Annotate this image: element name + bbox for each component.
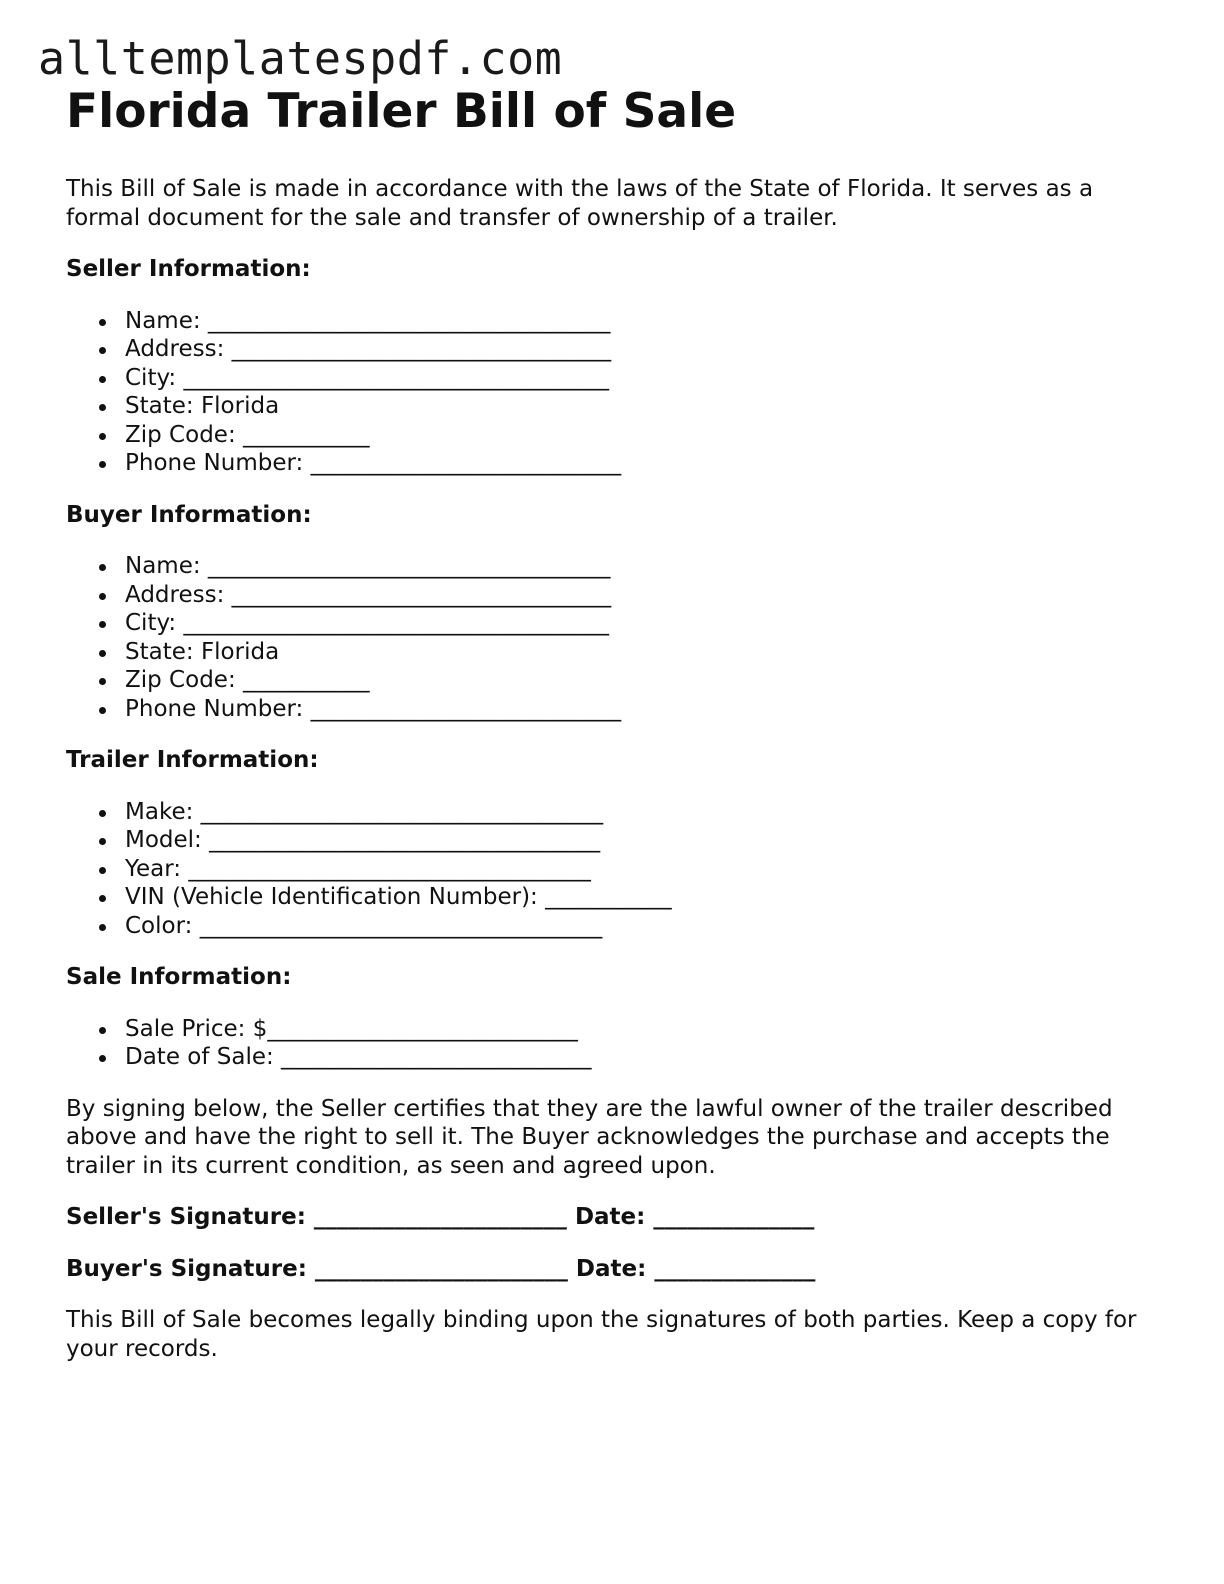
seller-zip-field: Zip Code: ___________: [99, 421, 1156, 450]
trailer-fields-list: [66, 798, 1156, 941]
certification-paragraph: By signing below, the Seller certifies that they are the lawful owner of the trailer described above and have the right to sell it. The Buyer acknowledges the purchase and accepts the trailer in its current condition, as seen and agreed upon.: [66, 1095, 1113, 1179]
buyer-fields-list: [66, 552, 1156, 723]
document-body: [66, 175, 1156, 1363]
site-watermark: alltemplatespdf.com: [38, 32, 563, 85]
trailer-year-field: Year: ___________________________________: [99, 855, 1156, 884]
buyer-zip-field: Zip Code: ___________: [99, 666, 1156, 695]
sale-price-field: Sale Price: $___________________________: [99, 1015, 1156, 1044]
trailer-color-field: Color: ___________________________________: [99, 912, 1156, 941]
buyer-section-heading: Buyer Information:: [66, 501, 312, 528]
seller-fields-list: [66, 307, 1156, 478]
buyer-signature-line: Buyer's Signature: ______________________ Date: ______________: [66, 1255, 816, 1282]
trailer-model-field: Model: __________________________________: [99, 826, 1156, 855]
seller-signature-line: Seller's Signature: ______________________ Date: ______________: [66, 1204, 815, 1230]
buyer-state-field: State: Florida: [99, 638, 1156, 667]
buyer-address-field: Address: _________________________________: [99, 581, 1156, 610]
seller-address-field: Address: _________________________________: [99, 335, 1156, 364]
buyer-name-field: Name: ___________________________________: [99, 552, 1156, 581]
seller-city-field: City: _____________________________________: [99, 364, 1156, 393]
seller-state-field: State: Florida: [99, 392, 1156, 421]
closing-paragraph: This Bill of Sale becomes legally binding upon the signatures of both parties. Keep a copy for your records.: [66, 1307, 1137, 1362]
sale-section-heading: Sale Information:: [66, 964, 292, 990]
seller-phone-field: Phone Number: ___________________________: [99, 449, 1156, 478]
sale-fields-list: [66, 1015, 1156, 1072]
intro-paragraph: This Bill of Sale is made in accordance with the laws of the State of Florida. It serves as a formal document for the sale and transfer of ownership of a trailer.: [66, 176, 1094, 231]
document-title: Florida Trailer Bill of Sale: [66, 84, 737, 139]
sale-date-field: Date of Sale: ___________________________: [99, 1043, 1156, 1072]
seller-name-field: Name: ___________________________________: [99, 307, 1156, 336]
buyer-phone-field: Phone Number: ___________________________: [99, 695, 1156, 724]
buyer-city-field: City: _____________________________________: [99, 609, 1156, 638]
seller-section-heading: Seller Information:: [66, 256, 311, 282]
trailer-vin-field: VIN (Vehicle Identification Number): ___________: [99, 883, 1156, 912]
trailer-make-field: Make: ___________________________________: [99, 798, 1156, 827]
trailer-section-heading: Trailer Information:: [66, 747, 319, 773]
